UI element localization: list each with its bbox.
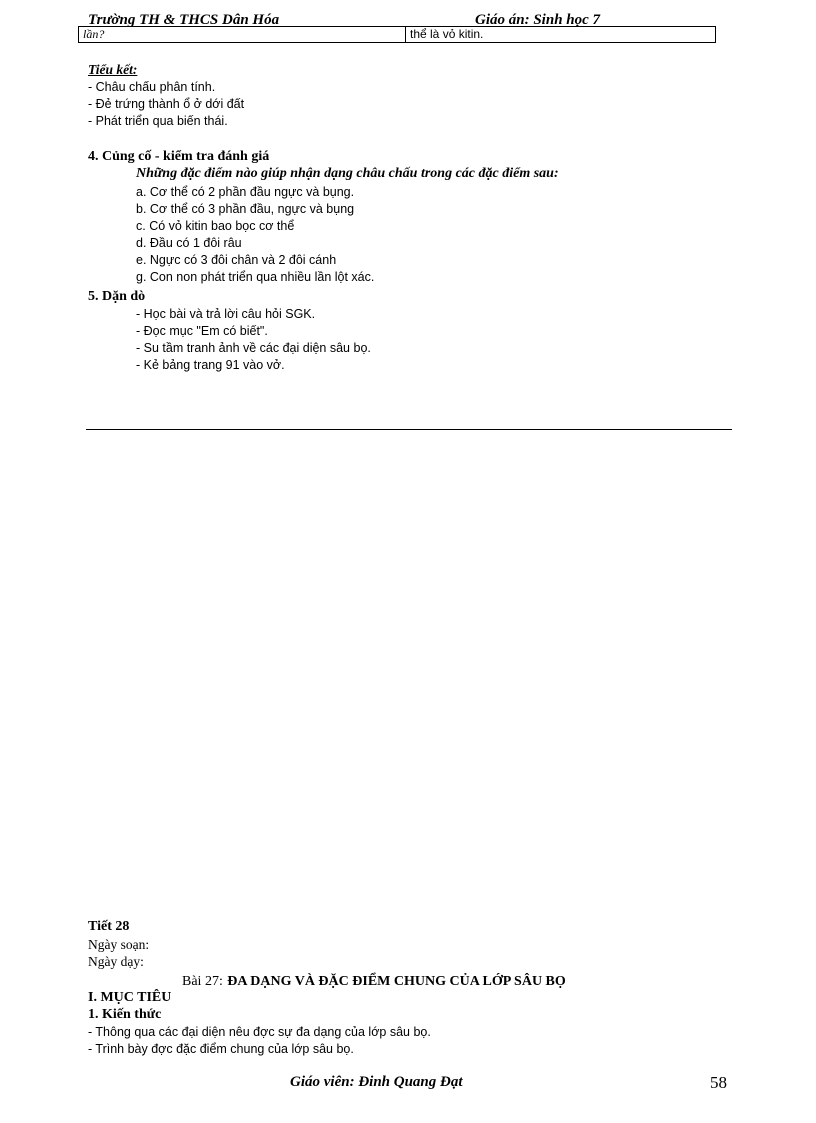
section5-heading: 5. Dặn dò — [88, 289, 146, 304]
lesson-date-taught: Ngày dạy: — [88, 954, 144, 969]
objectives-heading: I. MỤC TIÊU — [88, 990, 172, 1005]
homework-item: - Kẻ bảng trang 91 vào vở. — [136, 358, 285, 372]
knowledge-item: - Trình bày đợc đặc điểm chung của lớp sâu bọ. — [88, 1042, 354, 1056]
summary-item: - Châu chấu phân tính. — [88, 80, 216, 94]
knowledge-heading: 1. Kiến thức — [88, 1007, 162, 1022]
lesson-date-prepared: Ngày soạn: — [88, 937, 150, 952]
summary-item: - Phát triển qua biến thái. — [88, 114, 228, 128]
summary-item: - Đẻ trứng thành ổ ở dới đất — [88, 97, 245, 111]
summary-title: Tiểu kết: — [88, 62, 138, 77]
section4-question: Những đặc điểm nào giúp nhận dạng châu chấu trong các đặc điểm sau: — [136, 166, 559, 181]
table-cell-right: thể là vỏ kitin. — [410, 27, 484, 41]
summary-list — [88, 79, 244, 130]
header-subject: Giáo án: Sinh học 7 — [475, 12, 601, 28]
lesson-title — [182, 972, 566, 990]
knowledge-list — [88, 1024, 431, 1058]
section-divider — [86, 429, 732, 430]
lesson-title-prefix: Bài 27: — [182, 974, 223, 989]
knowledge-item: - Thông qua các đại diện nêu đợc sự đa dạng của lớp sâu bọ. — [88, 1025, 431, 1039]
option-item: c. Có vỏ kitin bao bọc cơ thể — [136, 219, 295, 233]
header-school: Trường TH & THCS Dân Hóa — [88, 12, 280, 28]
option-item: e. Ngực có 3 đôi chân và 2 đôi cánh — [136, 253, 337, 267]
page-number: 58 — [710, 1073, 727, 1092]
lesson-title-main: ĐA DẠNG VÀ ĐẶC ĐIỂM CHUNG CỦA LỚP SÂU BỌ — [227, 974, 566, 989]
table-cell-left: lần? — [79, 27, 406, 42]
option-item: d. Đầu có 1 đôi râu — [136, 236, 242, 250]
section5-list — [136, 306, 371, 374]
section4-options — [136, 184, 374, 286]
option-item: a. Cơ thể có 2 phần đầu ngực và bụng. — [136, 185, 355, 199]
section4-heading: 4. Củng cố - kiểm tra đánh giá — [88, 149, 270, 164]
lesson-period: Tiết 28 — [88, 919, 130, 934]
homework-item: - Su tầm tranh ảnh về các đại diện sâu bọ. — [136, 341, 371, 355]
option-item: b. Cơ thể có 3 phần đầu, ngực và bụng — [136, 202, 355, 216]
footer-teacher: Giáo viên: Đinh Quang Đạt — [290, 1074, 463, 1090]
option-item: g. Con non phát triển qua nhiều lần lột xác. — [136, 270, 375, 284]
homework-item: - Đọc mục "Em có biết". — [136, 324, 268, 338]
table-row — [78, 26, 716, 43]
homework-item: - Học bài và trả lời câu hỏi SGK. — [136, 307, 316, 321]
